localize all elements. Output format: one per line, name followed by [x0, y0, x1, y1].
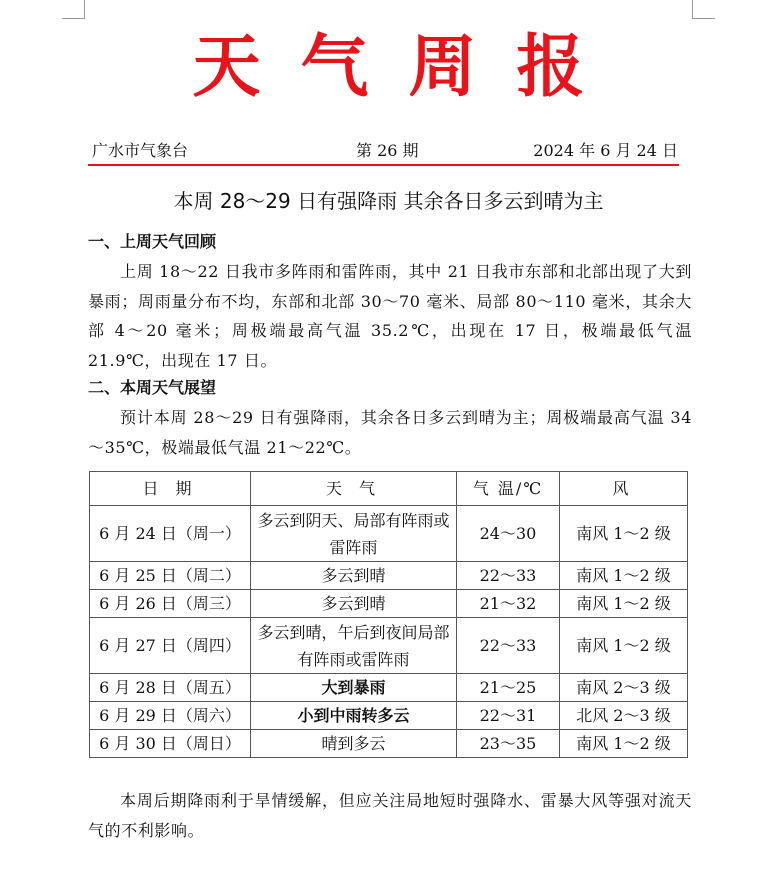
row-temp: 22～33 — [457, 562, 560, 590]
row-weather: 晴到多云 — [251, 730, 457, 758]
row-wind: 南风 1～2 级 — [560, 590, 688, 618]
table-row — [90, 562, 688, 590]
row-temp: 22～31 — [457, 702, 560, 730]
row-weather: 多云到晴 — [251, 590, 457, 618]
table-row — [90, 730, 688, 758]
row-date: 6 月 25 日（周二） — [90, 562, 251, 590]
section-title-review: 一、上周天气回顾 — [88, 232, 217, 251]
table-row — [90, 702, 688, 730]
row-wind: 南风 2～3 级 — [560, 674, 688, 702]
headline: 本周 28～29 日有强降雨 其余各日多云到晴为主 — [173, 189, 604, 213]
row-date: 6 月 24 日（周一） — [90, 506, 251, 562]
issue-date: 2024 年 6 月 24 日 — [533, 141, 678, 160]
review-paragraph: 上周 18～22 日我市多阵雨和雷阵雨，其中 21 日我市东部和北部出现了大到暴雨；周雨量分布不均，东部和北部 30～70 毫米、局部 80～110 毫米，其余大部 4～20 毫米；周极端最高气温 35.2℃，出现在 17 日，极端最低气温 21.9℃，出现在 17 日。 — [88, 262, 692, 370]
header-wind: 风 — [560, 472, 688, 506]
red-divider — [88, 164, 679, 166]
page-corner-mark-right — [692, 0, 715, 19]
table-header-row — [90, 472, 688, 506]
row-temp: 22～33 — [457, 618, 560, 674]
section-title-outlook: 二、本周天气展望 — [88, 378, 217, 397]
row-date: 6 月 30 日（周日） — [90, 730, 251, 758]
row-wind: 南风 1～2 级 — [560, 506, 688, 562]
row-wind: 南风 1～2 级 — [560, 618, 688, 674]
row-date: 6 月 26 日（周三） — [90, 590, 251, 618]
issuer-name: 广水市气象台 — [92, 141, 189, 160]
row-date: 6 月 27 日（周四） — [90, 618, 251, 674]
row-date: 6 月 28 日（周五） — [90, 674, 251, 702]
row-temp: 21～25 — [457, 674, 560, 702]
row-weather: 多云到阴天、局部有阵雨或雷阵雨 — [251, 506, 457, 562]
row-temp: 24～30 — [457, 506, 560, 562]
row-date: 6 月 29 日（周六） — [90, 702, 251, 730]
header-weather: 天 气 — [251, 472, 457, 506]
row-wind: 南风 1～2 级 — [560, 730, 688, 758]
table-row — [90, 674, 688, 702]
header-date: 日 期 — [90, 472, 251, 506]
masthead-title: 天气周报 — [192, 28, 625, 107]
closing-paragraph: 本周后期降雨利于旱情缓解，但应关注局地短时强降水、雷暴大风等强对流天气的不利影响。 — [88, 791, 692, 840]
table-row — [90, 618, 688, 674]
row-weather: 小到中雨转多云 — [251, 702, 457, 730]
table-row — [90, 590, 688, 618]
header-temp: 气 温/℃ — [457, 472, 560, 506]
issue-info-row — [92, 139, 680, 163]
row-weather: 多云到晴，午后到夜间局部有阵雨或雷阵雨 — [251, 618, 457, 674]
issue-number: 第 26 期 — [356, 141, 419, 160]
forecast-table — [89, 471, 688, 758]
row-weather: 多云到晴 — [251, 562, 457, 590]
row-temp: 21～32 — [457, 590, 560, 618]
outlook-paragraph: 预计本周 28～29 日有强降雨，其余各日多云到晴为主；周极端最高气温 34～35℃，极端最低气温 21～22℃。 — [88, 408, 692, 457]
row-weather: 大到暴雨 — [251, 674, 457, 702]
row-wind: 北风 2～3 级 — [560, 702, 688, 730]
page-corner-mark-left — [62, 0, 85, 19]
row-wind: 南风 1～2 级 — [560, 562, 688, 590]
row-temp: 23～35 — [457, 730, 560, 758]
table-row — [90, 506, 688, 562]
